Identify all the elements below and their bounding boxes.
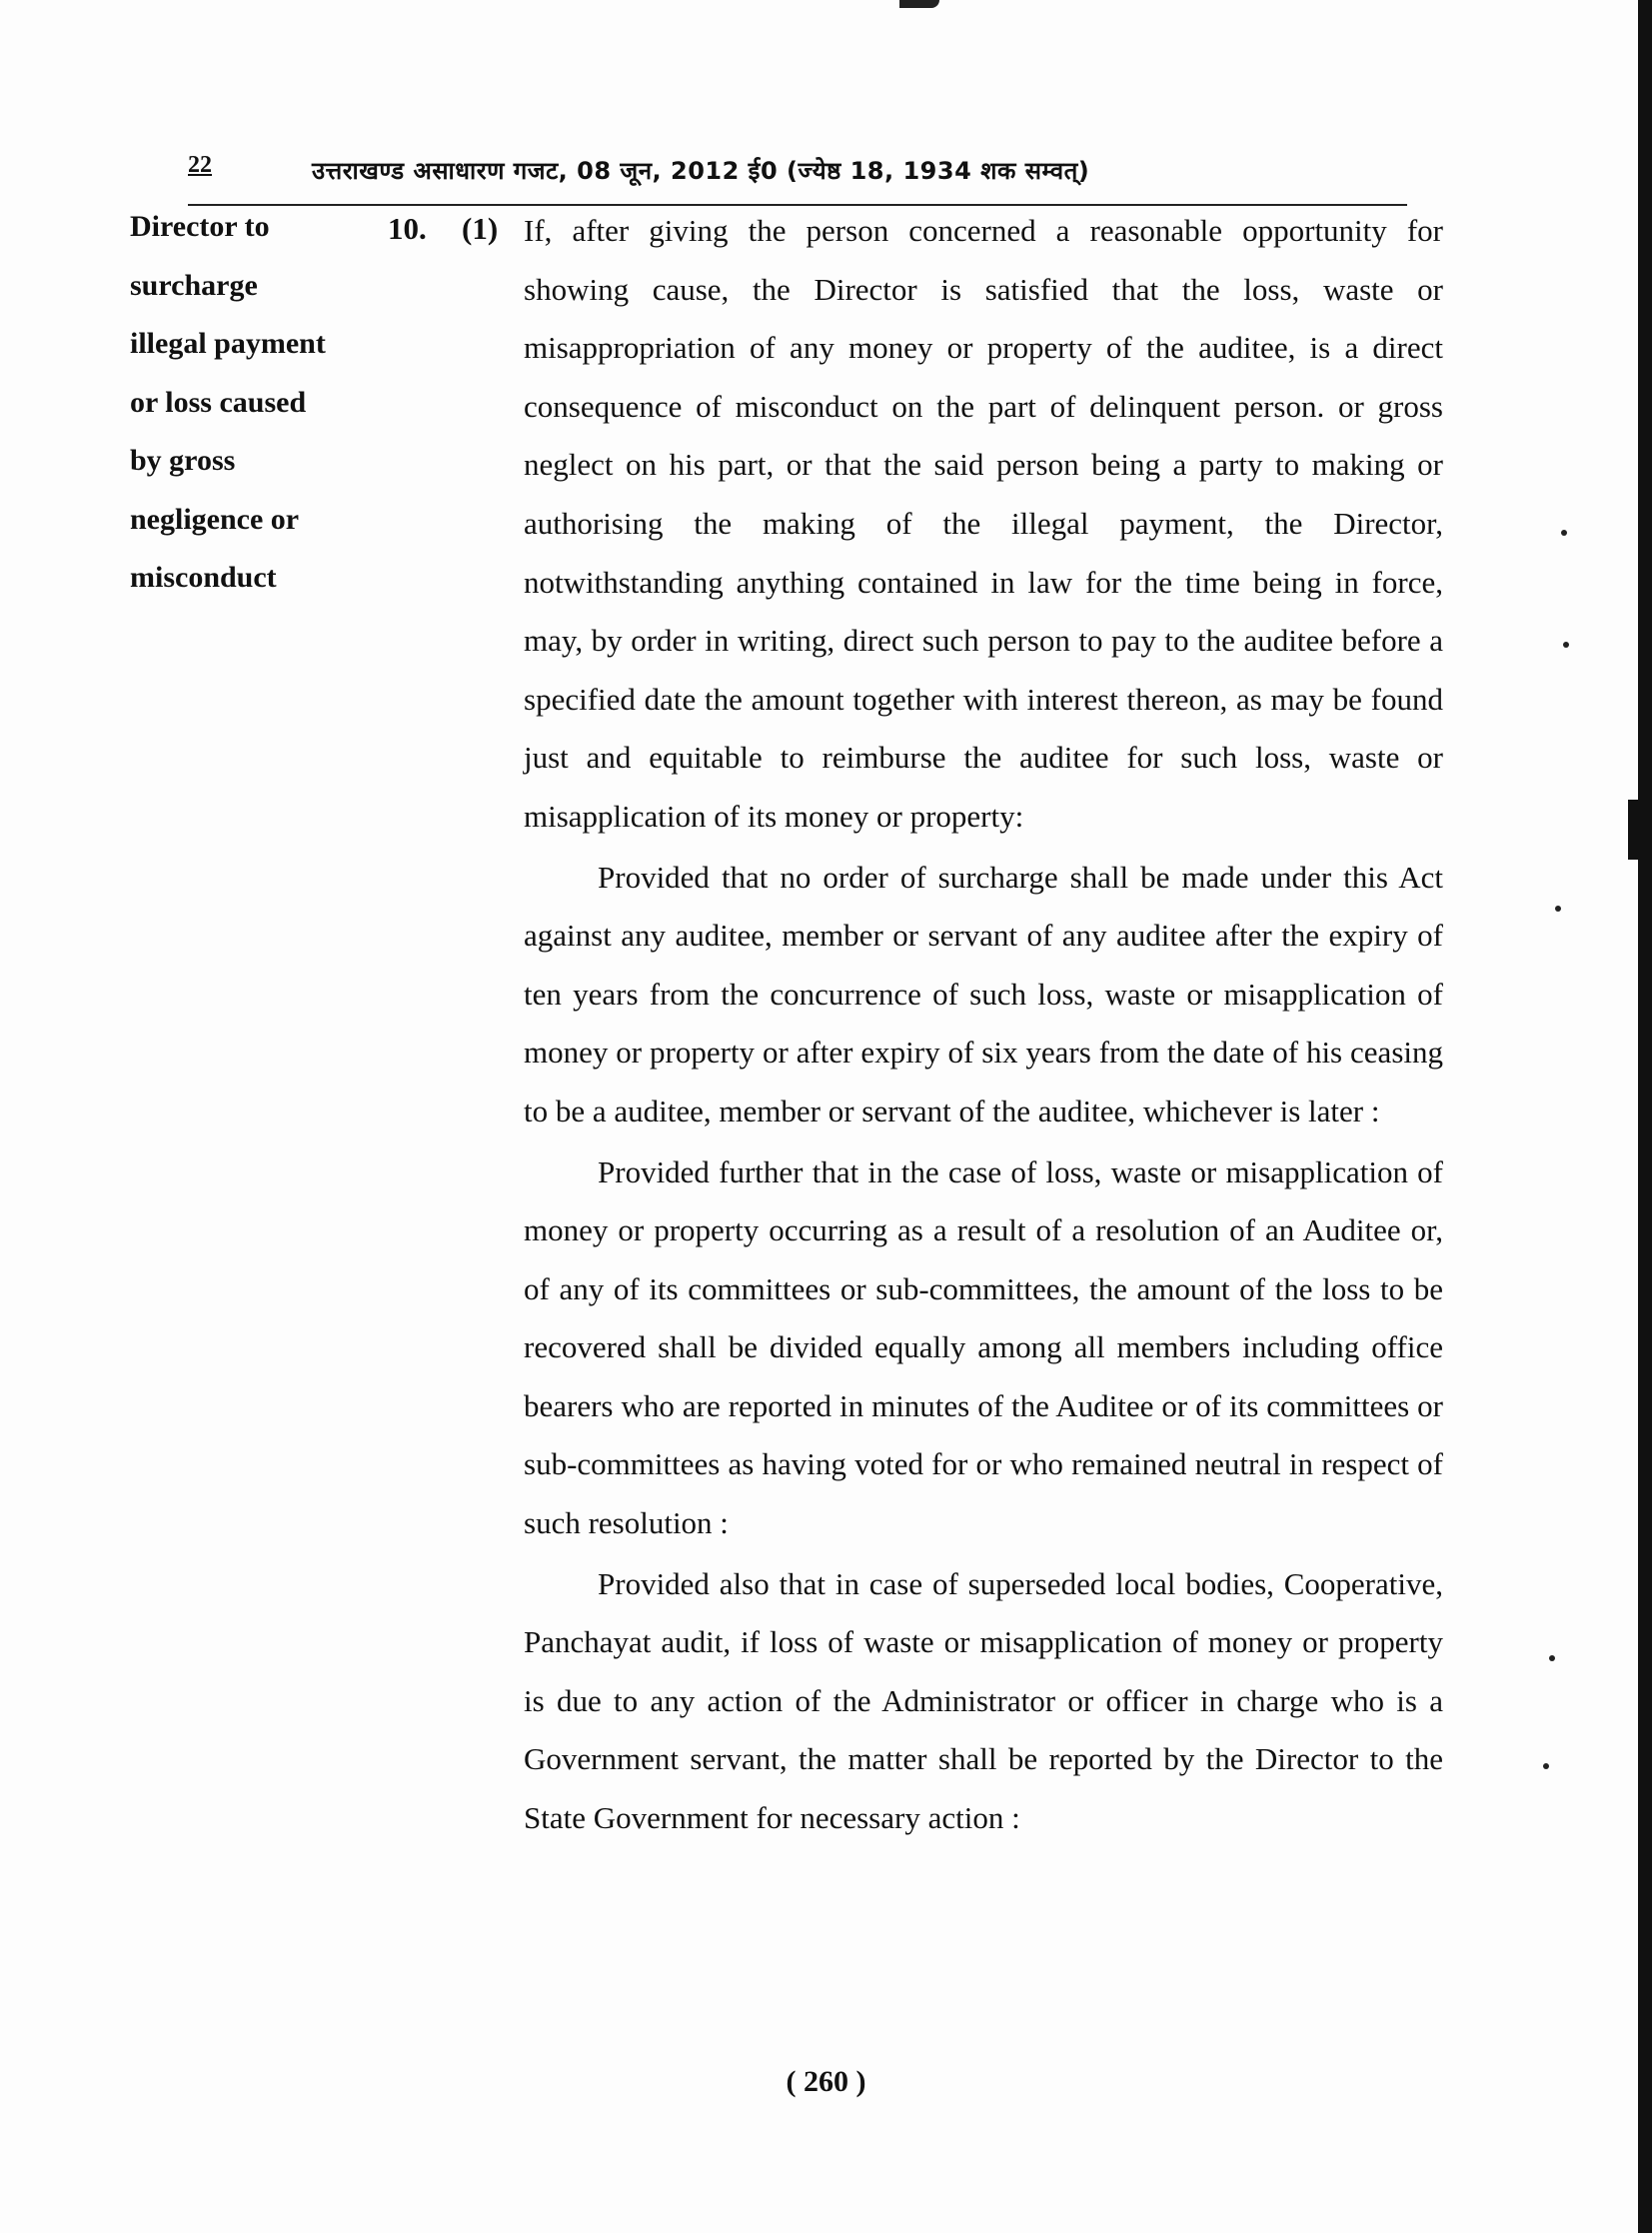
- proviso-paragraph: Provided further that in the case of loss, waste or misapplication of money or property occurring as a result of a resolution of an Auditee or, of any of its committees or sub-committees, the amount of the loss to be recovered shall be divided equally among all members including office bearers who are reported in minutes of the Auditee or of its committees or sub-committees as having voted for or who remained neutral in respect of such resolution :: [524, 1153, 1443, 1541]
- marginal-note-line: illegal payment: [130, 327, 326, 360]
- scan-speck: [1555, 906, 1561, 912]
- marginal-note-line: or loss caused: [130, 385, 307, 419]
- scan-speck: [1563, 642, 1569, 648]
- scan-speck: [1549, 1655, 1555, 1661]
- main-paragraph: If, after giving the person concerned a reasonable opportunity for showing cause, the Director is satisfied that the loss, waste or misappropriation of any money or property of the auditee, is a direct consequence of misconduct on the part of delinquent person. or gross neglect on his part, or that the said person being a party to making or authorising the making of the illegal payment, the Director, notwithstanding anything contained in law for the time being in force, may, by order in writing, direct such person to pay to the auditee before a specified date the amount together with interest thereon, as may be found just and equitable to reimburse the auditee for such loss, waste or misapplication of its money or property:: [524, 213, 1443, 834]
- subsection-number: (1): [462, 211, 499, 246]
- proviso-paragraph: Provided also that in case of superseded local bodies, Cooperative, Panchayat audit, if loss of waste or misapplication of money or property is due to any action of the Administrator or officer in charge who is a Government servant, the matter shall be reported by the Director to the State Government for necessary action :: [524, 1565, 1443, 1836]
- marginal-note-line: by gross: [130, 444, 236, 477]
- header-page-number: 22: [188, 152, 212, 178]
- scan-mark: [899, 0, 939, 8]
- scan-edge-notch: [1628, 800, 1644, 860]
- marginal-note-line: surcharge: [130, 268, 258, 302]
- section-number: 10.: [388, 211, 427, 246]
- marginal-note-line: misconduct: [130, 561, 277, 594]
- scan-speck: [1561, 530, 1567, 536]
- section-body: [524, 202, 1443, 1848]
- proviso-paragraph: Provided that no order of surcharge shall be made under this Act against any auditee, member or servant of any auditee after the expiry of ten years from the concurrence of such loss, waste or misapplication of money or property or after expiry of six years from the date of his ceasing to be a auditee, member or servant of the auditee, whichever is later :: [524, 859, 1443, 1128]
- header-gazette-title: उत्तराखण्ड असाधारण गजट, 08 जून, 2012 ई0 (ज्येष्ठ 18, 1934 शक सम्वत्): [312, 157, 1090, 185]
- marginal-note: [130, 198, 390, 608]
- page-footer-number: ( 260 ): [786, 2065, 866, 2098]
- scan-edge: [1638, 0, 1652, 2233]
- scan-speck: [1543, 1763, 1549, 1769]
- marginal-note-line: negligence or: [130, 502, 300, 536]
- marginal-note-line: Director to: [130, 210, 270, 243]
